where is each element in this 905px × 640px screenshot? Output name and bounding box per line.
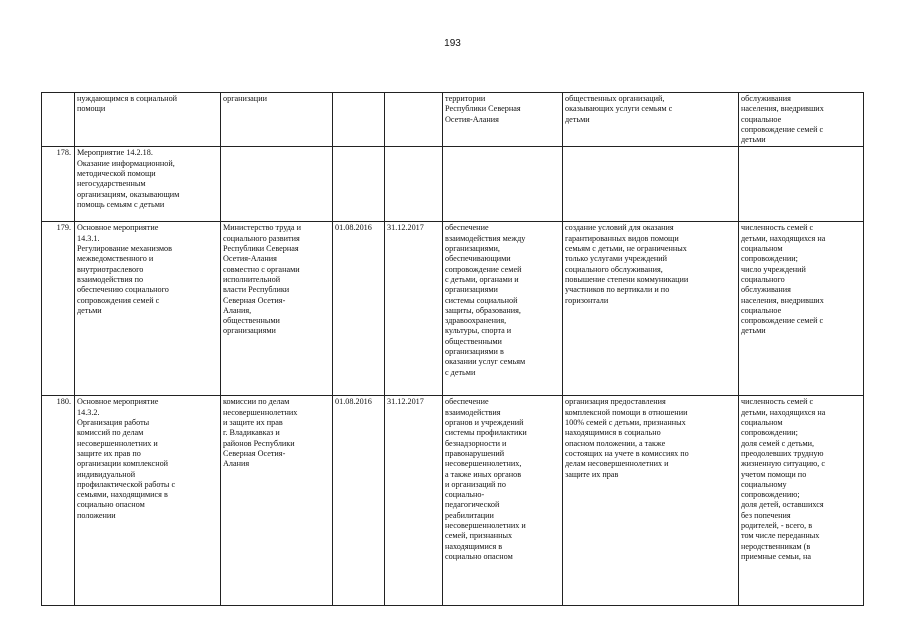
row-number (42, 93, 75, 147)
result-cell (563, 93, 739, 147)
row-number-text: 180. (56, 397, 71, 407)
result-cell-text: создание условий для оказания гарантированных видов помощи семьям с детьми, не ограниченных только услугами учреждений социального обслуживания, повышение степени коммуникации участников по вертикали и по горизонтали (565, 223, 689, 305)
direction-cell-text: обеспечение взаимодействия между организациями, обеспечивающими сопровождение семей с детьми, органами и организациями системы социальной защиты, образования, здравоохранения, культуры, спорта и общественными организациями в оказании услуг семьям с детьми (445, 223, 526, 377)
executor-cell (221, 396, 333, 606)
activities-table (41, 92, 864, 606)
row-number-text: 179. (56, 223, 71, 233)
row-number-text: 178. (56, 148, 71, 158)
end-date-cell (385, 222, 443, 396)
end-date-cell (385, 396, 443, 606)
direction-cell-text: территории Республики Северная Осетия-Алания (445, 94, 521, 124)
executor-cell-text: комиссии по делам несовершеннолетних и защите их прав г. Владикавказ и районов Республики Северная Осетия- Алания (223, 397, 298, 469)
indicators-cell-text: численность семей с детьми, находящихся на социальном сопровождении; доля семей с детьми, преодолевших трудную жизненную ситуацию, с учетом помощи по социальному сопровождению; доля детей, оставшихся без попечения родителей, - всего, в том числе переданных неродственникам (в приемные семьи, на (741, 397, 826, 561)
table-row (42, 222, 864, 396)
result-cell-text: организация предоставления комплексной помощи в отношении 100% семей с детьми, признанных находящимися в социально опасном положении, а также состоящих на учете в комиссиях по делам несовершеннолетних и защите их прав (565, 397, 689, 479)
row-number (42, 147, 75, 222)
direction-cell (443, 396, 563, 606)
executor-cell-text: организации (223, 94, 267, 103)
result-cell (563, 222, 739, 396)
end-date-cell-text: 31.12.2017 (387, 223, 424, 233)
end-date-cell (385, 93, 443, 147)
start-date-cell (333, 396, 385, 606)
result-cell (563, 396, 739, 606)
page-number: 193 (444, 38, 461, 49)
activity-cell (75, 222, 221, 396)
indicators-cell (739, 93, 864, 147)
executor-cell (221, 93, 333, 147)
indicators-cell-text: численность семей с детьми, находящихся на социальном сопровождении; число учреждений социального обслуживания населения, внедривших социальное сопровождение семей с детьми (741, 223, 826, 336)
table-row (42, 93, 864, 147)
table-row (42, 396, 864, 606)
end-date-cell (385, 147, 443, 222)
direction-cell-text: обеспечение взаимодействия органов и учреждений системы профилактики безнадзорности и правонарушений несовершеннолетних, а также иных органов и организаций по социально- педагогической реабилитации несовершеннолетних и семей, признанных находящимися в социально опасном (445, 397, 527, 561)
row-number (42, 396, 75, 606)
executor-cell (221, 222, 333, 396)
activity-cell-text: Мероприятие 14.2.18. Оказание информационной, методической помощи негосударственным организациям, оказывающим помощь семьям с детьми (77, 148, 180, 209)
indicators-cell (739, 222, 864, 396)
activity-cell (75, 396, 221, 606)
activity-cell-text: нуждающимся в социальной помощи (77, 94, 178, 114)
result-cell (563, 147, 739, 222)
end-date-cell-text: 31.12.2017 (387, 397, 424, 407)
direction-cell (443, 147, 563, 222)
indicators-cell-text: обслуживания населения, внедривших социальное сопровождение семей с детьми (741, 94, 824, 145)
table-row (42, 147, 864, 222)
activity-cell-text: Основное мероприятие 14.3.1. Регулирование механизмов межведомственного и внутриотраслевого взаимодействия по обеспечению социального сопровождения семей с детьми (77, 223, 173, 315)
row-number (42, 222, 75, 396)
indicators-cell (739, 147, 864, 222)
start-date-cell (333, 93, 385, 147)
result-cell-text: общественных организаций, оказывающих услуги семьям с детьми (565, 94, 673, 124)
start-date-cell (333, 147, 385, 222)
start-date-cell-text: 01.08.2016 (335, 223, 372, 233)
activity-cell-text: Основное мероприятие 14.3.2. Организация работы комиссий по делам несовершеннолетних и защите их прав по организации комплексной индивидуальной профилактической работы с семьями, находящимися в социально опасном положении (77, 397, 176, 520)
start-date-cell (333, 222, 385, 396)
start-date-cell-text: 01.08.2016 (335, 397, 372, 407)
indicators-cell (739, 396, 864, 606)
activity-cell (75, 147, 221, 222)
executor-cell (221, 147, 333, 222)
activity-cell (75, 93, 221, 147)
direction-cell (443, 222, 563, 396)
direction-cell (443, 93, 563, 147)
executor-cell-text: Министерство труда и социального развития Республики Северная Осетия-Алания совместно с органами исполнительной власти Республики Северная Осетия- Алания, общественными организациями (223, 223, 301, 336)
